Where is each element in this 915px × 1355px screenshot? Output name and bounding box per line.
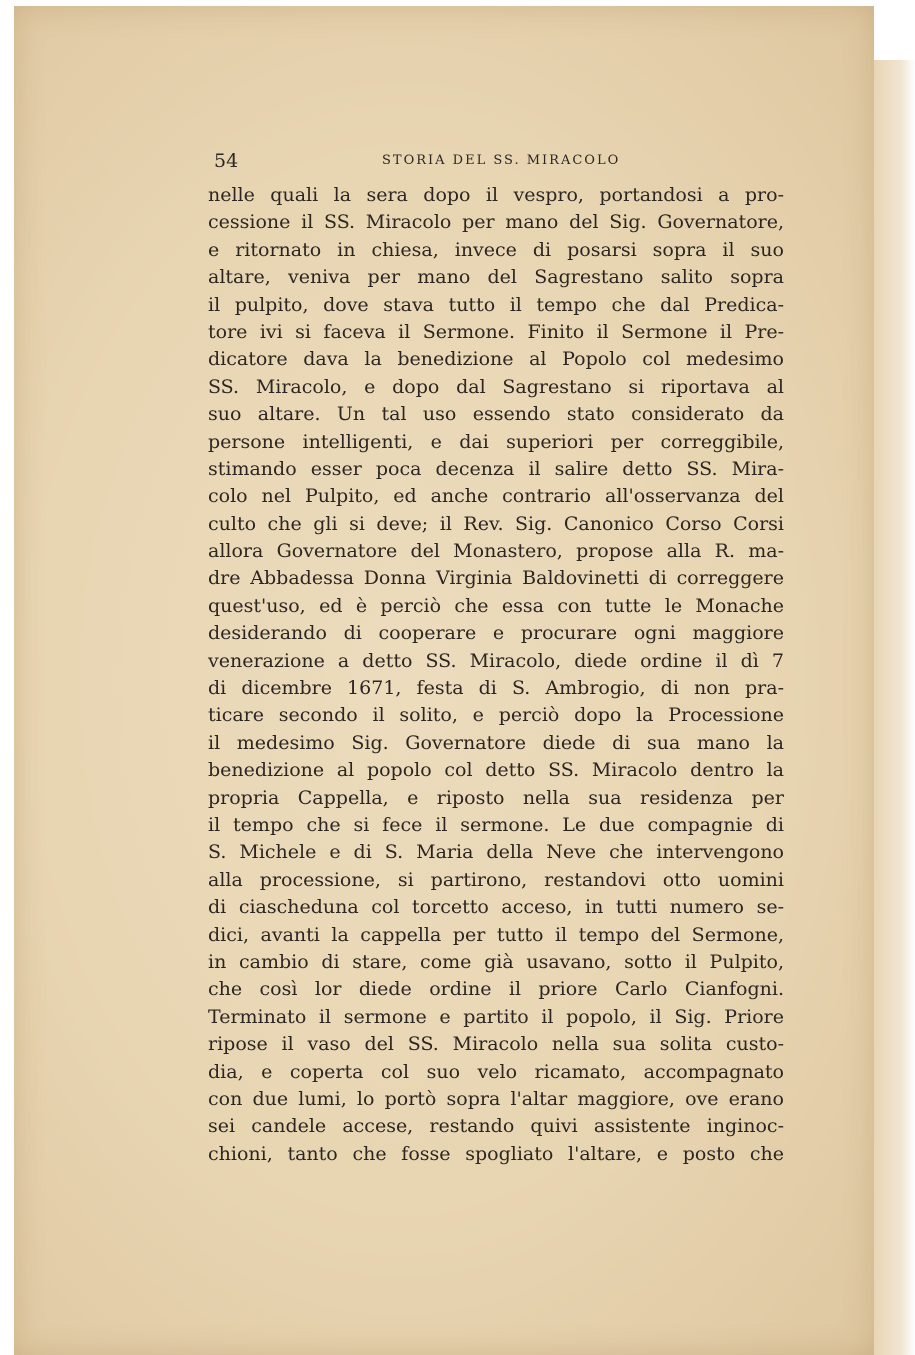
text-line: dicatore dava la benedizione al Popolo col medesimo (208, 348, 784, 371)
text-line: venerazione a detto SS. Miracolo, diede ordine il dì 7 (208, 649, 784, 672)
page-number: 54 (214, 150, 239, 172)
text-line: cessione il SS. Miracolo per mano del Sig. Governatore, (208, 211, 784, 234)
text-line: e ritornato in chiesa, invece di posarsi sopra il suo (208, 238, 784, 261)
text-line: altare, veniva per mano del Sagrestano salito sopra (208, 266, 784, 289)
text-line: benedizione al popolo col detto SS. Miracolo dentro la (208, 759, 784, 782)
text-line: in cambio di stare, come già usavano, sotto il Pulpito, (208, 950, 784, 973)
text-line: dre Abbadessa Donna Virginia Baldovinetti di correggere (208, 567, 784, 590)
text-line: propria Cappella, e riposto nella sua residenza per (208, 786, 784, 809)
text-line: sei candele accese, restando quivi assistente inginoc- (208, 1115, 784, 1138)
page-header (0, 150, 915, 174)
text-line: allora Governatore del Monastero, propose alla R. ma- (208, 540, 784, 563)
text-line: desiderando di cooperare e procurare ogni maggiore (208, 622, 784, 645)
text-line: persone intelligenti, e dai superiori per correggibile, (208, 430, 784, 453)
text-line: nelle quali la sera dopo il vespro, portandosi a pro- (208, 184, 784, 206)
text-line: ticare secondo il solito, e perciò dopo la Processione (208, 704, 784, 727)
text-line: colo nel Pulpito, ed anche contrario all'osservanza del (208, 485, 784, 508)
text-line: alla processione, si partirono, restandovi otto uomini (208, 868, 784, 891)
body-text (208, 182, 784, 1168)
text-line: culto che gli si deve; il Rev. Sig. Canonico Corso Corsi (208, 512, 784, 535)
text-line: S. Michele e di S. Maria della Neve che intervengono (208, 841, 784, 864)
text-line: dia, e coperta col suo velo ricamato, accompagnato (208, 1060, 784, 1083)
running-title: STORIA DEL SS. MIRACOLO (382, 153, 621, 168)
text-line: di ciascheduna col torcetto acceso, in tutti numero se- (208, 896, 784, 919)
text-line: con due lumi, lo portò sopra l'altar maggiore, ove erano (208, 1087, 784, 1110)
text-line: ripose il vaso del SS. Miracolo nella sua solita custo- (208, 1033, 784, 1056)
text-line: di dicembre 1671, festa di S. Ambrogio, di non pra- (208, 677, 784, 700)
text-line: tore ivi si faceva il Sermone. Finito il Sermone il Pre- (208, 320, 784, 343)
text-line: il pulpito, dove stava tutto il tempo che dal Predica- (208, 293, 784, 316)
paper-edge (870, 60, 915, 1355)
text-line: che così lor diede ordine il priore Carlo Cianfogni. (208, 978, 784, 1001)
text-line: Terminato il sermone e partito il popolo, il Sig. Priore (208, 1005, 784, 1028)
text-line: il medesimo Sig. Governatore diede di sua mano la (208, 731, 784, 754)
text-line: quest'uso, ed è perciò che essa con tutte le Monache (208, 594, 784, 617)
text-line: chioni, tanto che fosse spogliato l'altare, e posto che (208, 1142, 784, 1165)
text-line: dici, avanti la cappella per tutto il tempo del Sermone, (208, 923, 784, 946)
text-line: suo altare. Un tal uso essendo stato considerato da (208, 403, 784, 426)
text-line: SS. Miracolo, e dopo dal Sagrestano si riportava al (208, 375, 784, 398)
text-line: stimando esser poca decenza il salire detto SS. Mira- (208, 457, 784, 480)
text-line: il tempo che si fece il sermone. Le due compagnie di (208, 813, 784, 836)
